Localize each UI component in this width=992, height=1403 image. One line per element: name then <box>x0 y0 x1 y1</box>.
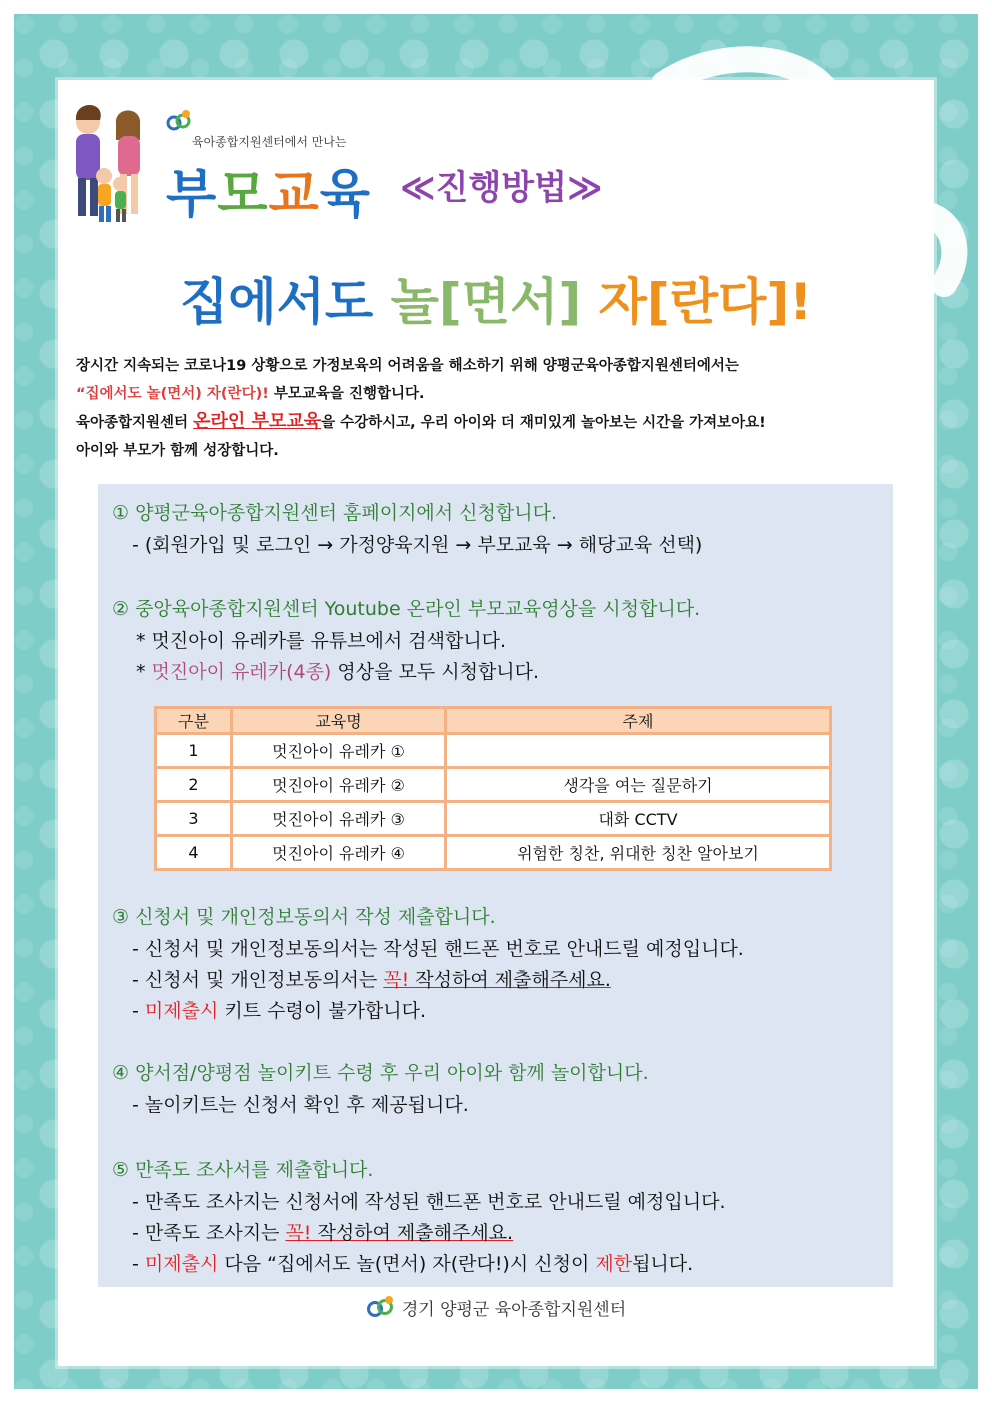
step-3-detail-3-post: 키트 수령이 불가합니다. <box>218 1000 427 1022</box>
cell-course: 멋진아이 유레카 ③ <box>232 802 446 836</box>
step-3-dash: - <box>132 1000 145 1022</box>
footer <box>0 1294 992 1325</box>
center-logo-icon <box>166 108 192 134</box>
step-5-heading: ⑤ 만족도 조사서를 제출합니다. <box>112 1159 374 1181</box>
method-title: ≪진행방법≫ <box>400 168 603 208</box>
online-education-highlight: 온라인 부모교육 <box>193 411 322 432</box>
logo-char-1: 부 <box>166 165 218 225</box>
cell-topic <box>446 734 831 768</box>
logo-char-2: 모 <box>217 165 269 225</box>
table-row <box>156 734 831 768</box>
step-3-heading: ③ 신청서 및 개인정보동의서 작성 제출합니다. <box>112 906 496 928</box>
restriction-emphasis: 제한 <box>595 1253 633 1275</box>
cell-topic: 생각을 여는 질문하기 <box>446 768 831 802</box>
intro-line-4: 아이와 부모가 함께 성장합니다. <box>76 443 279 459</box>
step-3-detail-2-pre: - 신청서 및 개인정보동의서는 <box>132 969 384 991</box>
eureka-series-highlight: 멋진아이 유레카(4종) <box>151 661 332 683</box>
step-1-detail: - (회원가입 및 로그인 → 가정양육지원 → 부모교육 → 해당교육 선택) <box>132 534 703 556</box>
step-2-detail-2 <box>136 657 539 684</box>
col-header-course: 교육명 <box>232 708 446 734</box>
step-3-detail-2 <box>132 965 611 992</box>
table-row <box>156 768 831 802</box>
intro-line-2-rest: 부모교육을 진행합니다. <box>268 386 425 402</box>
intro-line-2 <box>76 380 916 408</box>
must-emphasis: 꼭! <box>285 1222 312 1244</box>
cell-topic: 대화 CCTV <box>446 802 831 836</box>
step-4-detail: - 놀이키트는 신청서 확인 후 제공됩니다. <box>132 1094 469 1116</box>
family-illustration-icon <box>66 100 166 230</box>
step-5-detail-3 <box>132 1249 693 1276</box>
col-header-topic: 주제 <box>446 708 831 734</box>
step-3-detail-1: - 신청서 및 개인정보동의서는 작성된 핸드폰 번호로 안내드릴 예정입니다. <box>132 938 744 960</box>
main-title-part2: 놀[면서] <box>390 273 599 331</box>
intro-line-1: 장시간 지속되는 코로나19 상황으로 가정보육의 어려움을 해소하기 위해 양평군육아종합지원센터에서는 <box>76 358 739 374</box>
step-2-detail-2-rest: 영상을 모두 시청합니다. <box>331 661 540 683</box>
table-row <box>156 836 831 870</box>
logo-title <box>166 152 371 227</box>
footer-org-name: 경기 양평군 육아종합지원센터 <box>401 1299 627 1320</box>
logo-char-4: 육 <box>319 165 371 225</box>
cell-topic: 위험한 칭찬, 위대한 칭찬 알아보기 <box>446 836 831 870</box>
parent-education-logo <box>66 100 371 235</box>
step-5-detail-3-post: 됩니다. <box>632 1253 694 1275</box>
non-submission-warning: 미제출시 <box>144 1253 219 1275</box>
step-5-detail-2-post: 작성하여 제출해주세요. <box>311 1222 514 1244</box>
step-1-heading: ① 양평군육아종합지원센터 홈페이지에서 신청합니다. <box>112 502 557 524</box>
step-2-heading: ② 중앙육아종합지원센터 Youtube 온라인 부모교육영상을 시청합니다. <box>112 598 701 620</box>
step-2-detail-1: * 멋진아이 유레카를 유튜브에서 검색합니다. <box>136 630 507 652</box>
step-3-detail-2-post: 작성하여 제출해주세요. <box>409 969 611 991</box>
steps-box <box>98 484 893 1287</box>
cell-category: 1 <box>156 734 232 768</box>
step-5-dash: - <box>132 1253 145 1275</box>
intro-line-3-pre: 육아종합지원센터 <box>76 415 194 431</box>
logo-tagline: 육아종합지원센터에서 만나는 <box>192 135 347 149</box>
center-logo-icon <box>366 1294 396 1320</box>
step-2-star: * <box>136 661 152 683</box>
step-5-detail-1: - 만족도 조사지는 신청서에 작성된 핸드폰 번호로 안내드릴 예정입니다. <box>132 1191 726 1213</box>
intro-line-3-post: 을 수강하시고, 우리 아이와 더 재미있게 놀아보는 시간을 가져보아요! <box>321 415 766 431</box>
eureka-video-table <box>154 706 832 871</box>
intro-quote: “집에서도 놀(면서) 자(란다)! <box>76 386 269 402</box>
cell-course: 멋진아이 유레카 ④ <box>232 836 446 870</box>
logo-char-3: 교 <box>268 165 320 225</box>
table-header-row <box>156 708 831 734</box>
main-title <box>0 262 992 334</box>
intro-paragraph <box>76 352 916 465</box>
step-5-detail-2 <box>132 1218 513 1245</box>
non-submission-warning: 미제출시 <box>144 1000 219 1022</box>
step-3-detail-3 <box>132 996 426 1023</box>
table-row <box>156 802 831 836</box>
intro-line-3 <box>76 408 916 437</box>
cell-category: 3 <box>156 802 232 836</box>
step-5-detail-3-mid: 다음 “집에서도 놀(면서) 자(란다!)시 신청이 <box>218 1253 596 1275</box>
step-4-heading: ④ 양서점/양평점 놀이키트 수령 후 우리 아이와 함께 놀이합니다. <box>112 1062 649 1084</box>
main-title-part1: 집에서도 <box>179 273 391 331</box>
cell-category: 4 <box>156 836 232 870</box>
must-emphasis: 꼭! <box>383 969 410 991</box>
cell-course: 멋진아이 유레카 ① <box>232 734 446 768</box>
cell-course: 멋진아이 유레카 ② <box>232 768 446 802</box>
main-title-part3: 자[란다]! <box>598 273 813 331</box>
cell-category: 2 <box>156 768 232 802</box>
col-header-category: 구분 <box>156 708 232 734</box>
step-5-detail-2-pre: - 만족도 조사지는 <box>132 1222 286 1244</box>
